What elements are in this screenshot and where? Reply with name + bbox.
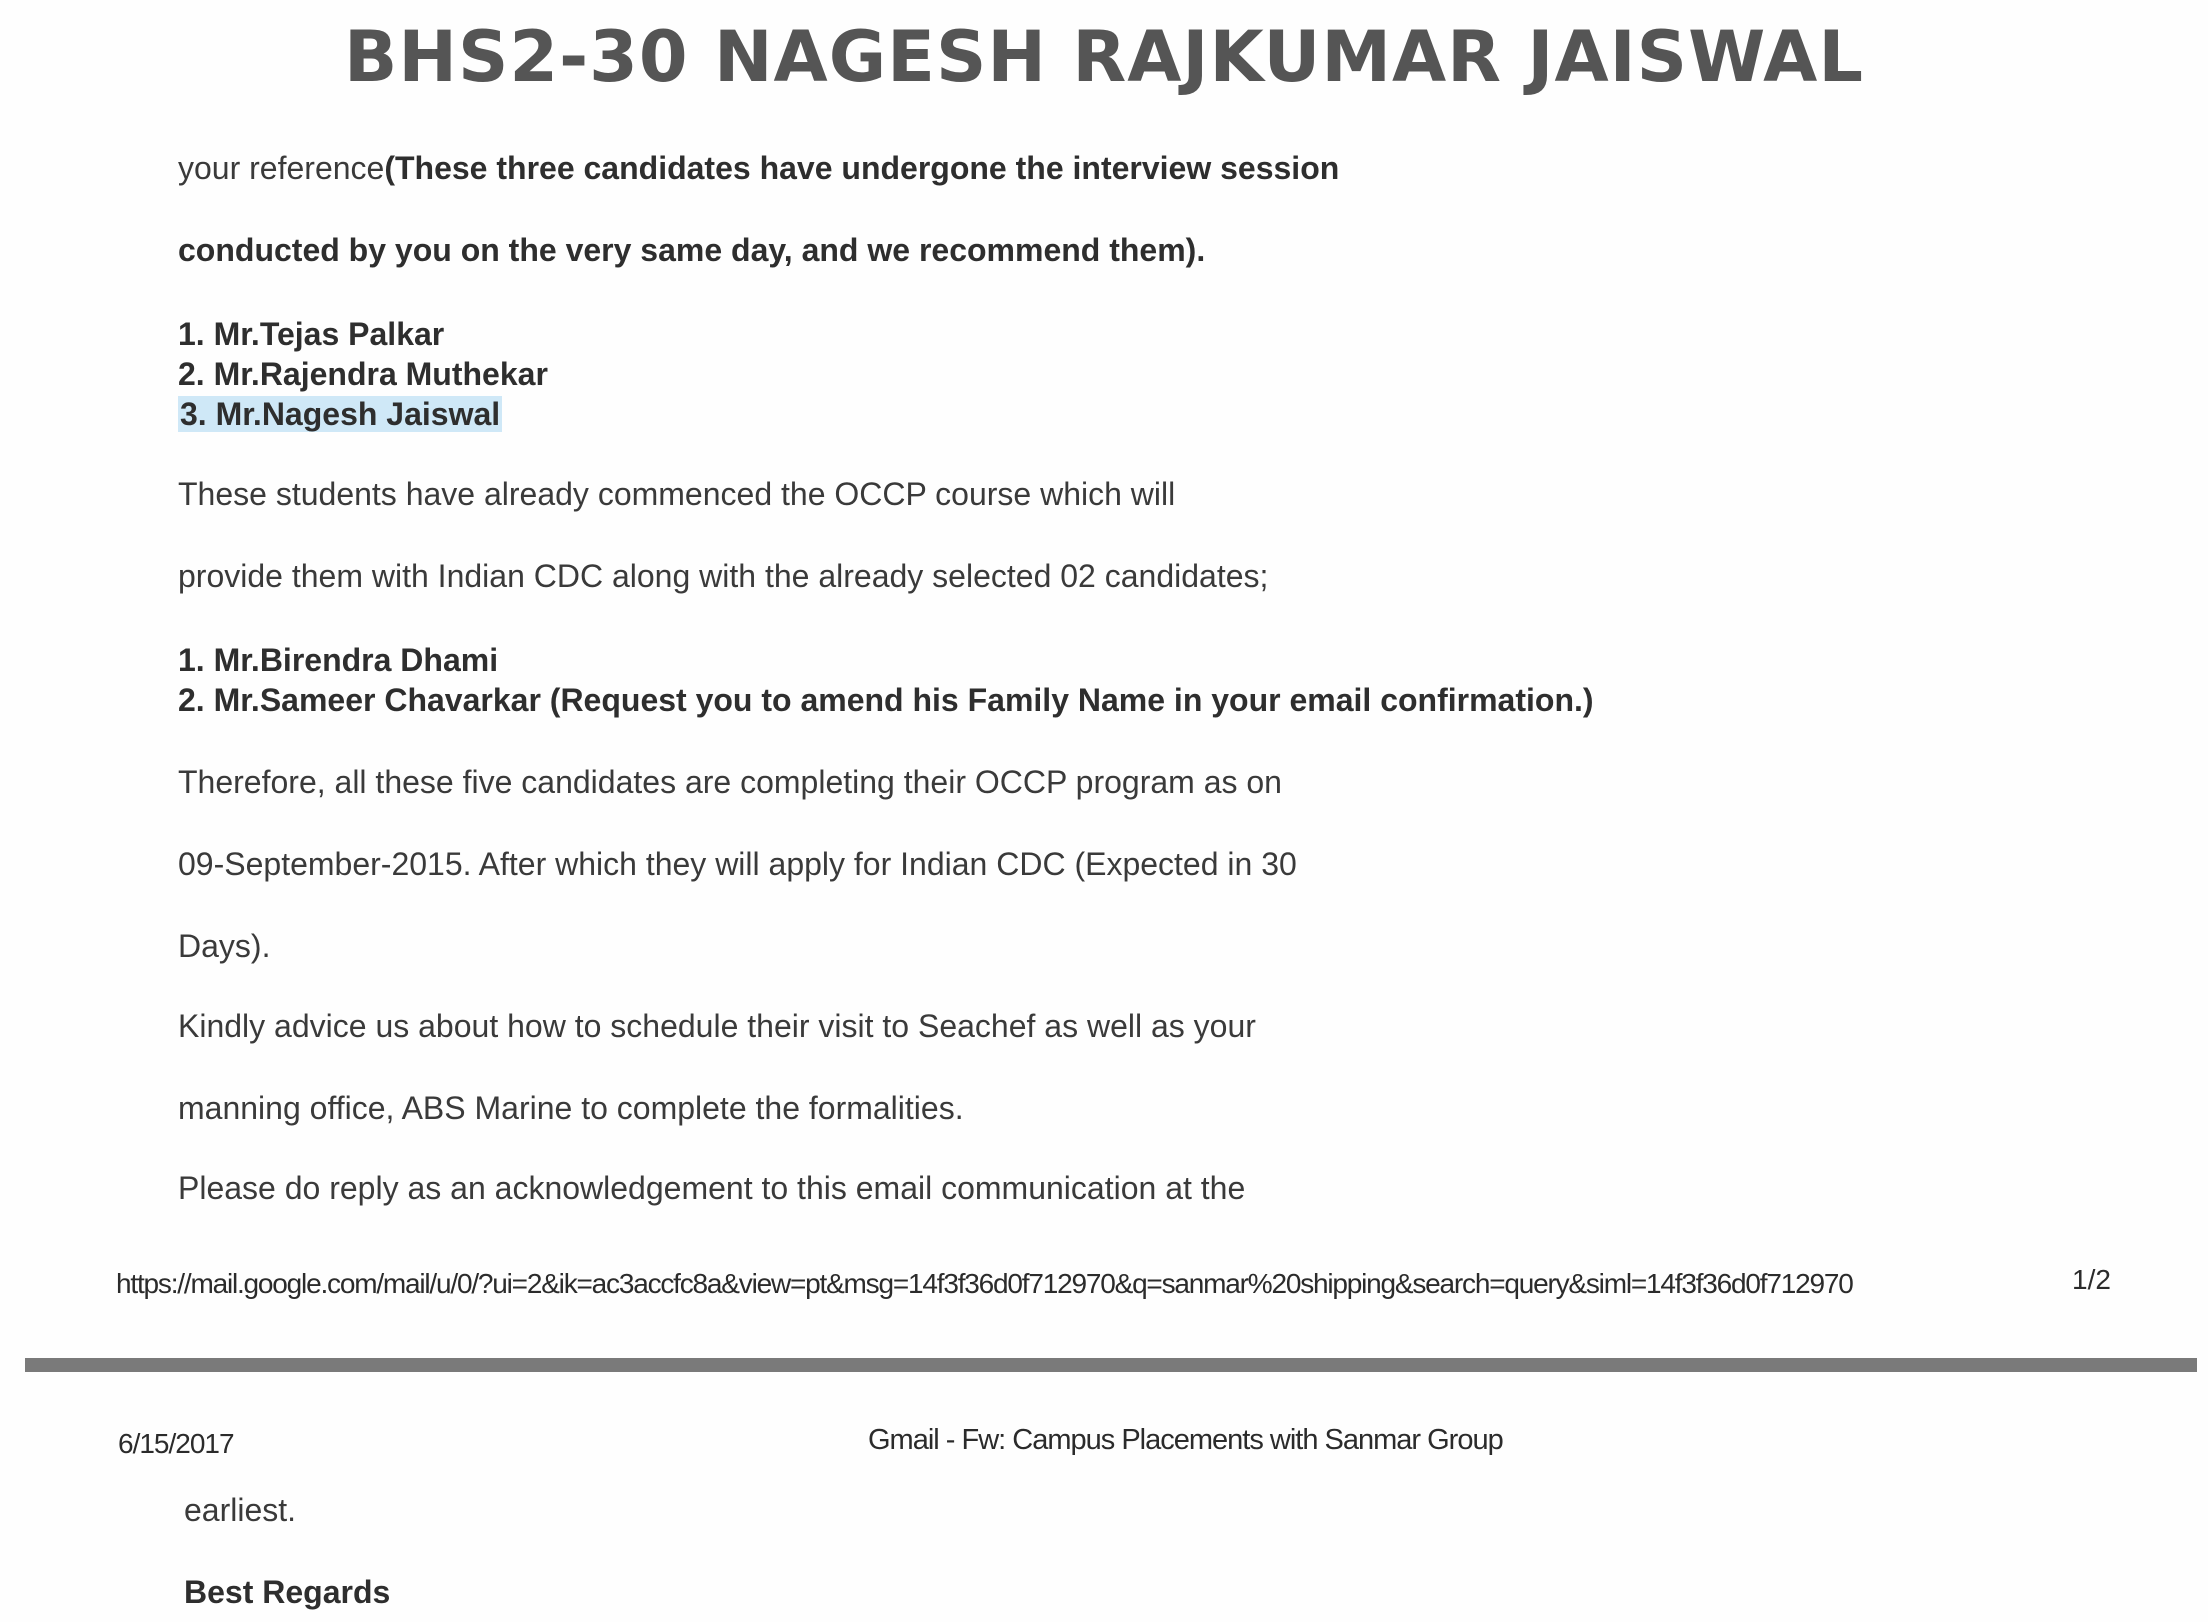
print-header-subject: Gmail - Fw: Campus Placements with Sanmar Group — [868, 1424, 1503, 1456]
highlighted-candidate: 3. Mr.Nagesh Jaiswal — [180, 396, 501, 432]
paragraph-4-line-1: Please do reply as an acknowledgement to this email communication at the — [178, 1170, 1246, 1206]
selected-list-item-1: 1. Mr.Birendra Dhami — [178, 642, 499, 678]
selected-list-item-2: 2. Mr.Sameer Chavarkar (Request you to amend his Family Name in your email confirmation.) — [178, 682, 1594, 718]
paragraph-3-line-2: manning office, ABS Marine to complete the formalities. — [178, 1090, 964, 1126]
print-footer-url: https://mail.google.com/mail/u/0/?ui=2&ik=ac3accfc8a&view=pt&msg=14f3f36d0f712970&q=sanmar%20shipping&search=query&siml=14f3f36d0f712970 — [116, 1268, 1853, 1299]
paragraph-1-line-2: provide them with Indian CDC along with the already selected 02 candidates; — [178, 558, 1269, 594]
intro-line-1-regular: your reference — [178, 150, 385, 186]
candidate-list-item-3 — [178, 394, 502, 434]
candidate-list-item-2: 2. Mr.Rajendra Muthekar — [178, 356, 548, 392]
paragraph-2-line-3: Days). — [178, 928, 271, 964]
continuation-line: earliest. — [184, 1492, 297, 1528]
print-header-date: 6/15/2017 — [118, 1428, 234, 1459]
closing-regards: Best Regards — [184, 1574, 391, 1610]
paragraph-2-line-2: 09-September-2015. After which they will apply for Indian CDC (Expected in 30 — [178, 846, 1297, 882]
page-number: 1/2 — [2072, 1264, 2111, 1295]
intro-line-1-bold: (These three candidates have undergone the interview session — [384, 150, 1340, 186]
paragraph-1-line-1: These students have already commenced the OCCP course which will — [178, 476, 1176, 512]
paragraph-2-line-1: Therefore, all these five candidates are completing their OCCP program as on — [178, 764, 1282, 800]
document-title: BHS2-30 NAGESH RAJKUMAR JAISWAL — [344, 16, 1864, 98]
page-separator — [25, 1358, 2197, 1372]
intro-line-2: conducted by you on the very same day, and we recommend them). — [178, 232, 1206, 268]
intro-line-1 — [178, 148, 1339, 188]
paragraph-3-line-1: Kindly advice us about how to schedule their visit to Seachef as well as your — [178, 1008, 1256, 1044]
candidate-list-item-1: 1. Mr.Tejas Palkar — [178, 316, 445, 352]
